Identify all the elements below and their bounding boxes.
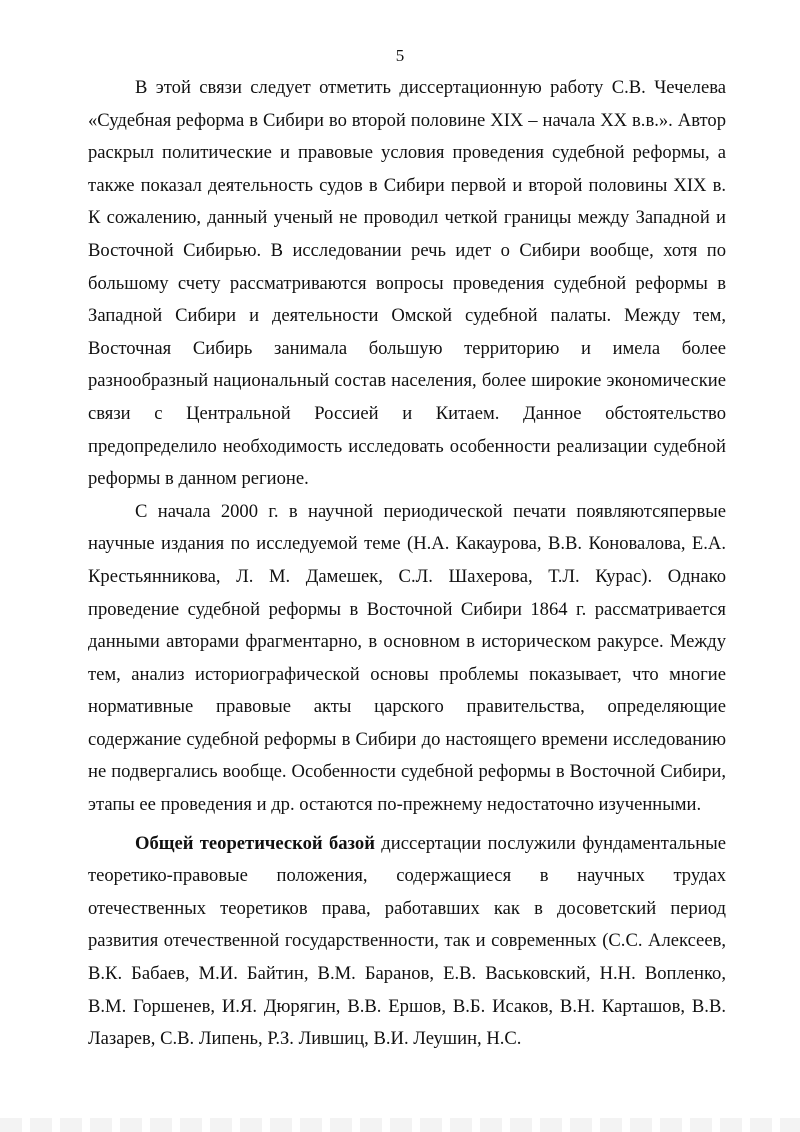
theoretical-basis-heading: Общей теоретической базой [135,832,375,854]
paragraph-periodical-publications: С начала 2000 г. в научной периодической печати появляютсяпервые научные издания по исследуемой теме (Н.А. Какаурова, В.В. Коновалова, Е.А. Крестьянникова, Л. М. Дамешек, С.Л. Шахерова, Т.Л. Курас). Однако проведение судебной реформы в Восточной Сибири 1864 г. рассматривается данными авторами фрагментарно, в основном в историческом ракурсе. Между тем, анализ историографической основы проблемы показывает, что многие нормативные правовые акты царского правительства, определяющие содержание судебной реформы в Сибири до настоящего времени исследованию не подвергались вообще. Особенности судебной реформы в Восточной Сибири, этапы ее проведения и др. остаются по-прежнему недостаточно изученными. [88,500,726,816]
theoretical-basis-text: диссертации послужили фундаментальные теоретико-правовые положения, содержащиеся в научных трудах отечественных теоретиков права, работавших как в досоветский период развития отечественной государственности, так и современных (С.С. Алексеев, В.К. Бабаев, М.И. Байтин, В.М. Баранов, Е.В. Васьковский, Н.Н. Вопленко, В.М. Горшенев, И.Я. Дюрягин, В.В. Ершов, В.Б. Исаков, В.Н. Карташов, В.В. Лазарев, С.В. Липень, Р.З. Лившиц, В.И. Леушин, Н.С. [88,832,726,1050]
scan-edge-artifact [0,1118,800,1132]
paragraph-theoretical-basis [88,828,726,1056]
paragraph-chechelev-dissertation: В этой связи следует отметить диссертационную работу С.В. Чечелева «Судебная реформа в Сибири во второй половине XIX – начала XX в.в.». Автор раскрыл политические и правовые условия проведения судебной реформы, а также показал деятельность судов в Сибири первой и второй половины XIX в. К сожалению, данный ученый не проводил четкой границы между Западной и Восточной Сибирью. В исследовании речь идет о Сибири вообще, хотя по большому счету рассматриваются вопросы проведения судебной реформы в Западной Сибири и деятельности Омской судебной палаты. Между тем, Восточная Сибирь занимала большую территорию и имела более разнообразный национальный состав населения, более широкие экономические связи с Центральной Россией и Китаем. Данное обстоятельство предопределило необходимость исследовать особенности реализации судебной реформы в данном регионе. [88,77,726,490]
page-number: 5 [395,46,405,65]
document-body [88,72,726,1056]
